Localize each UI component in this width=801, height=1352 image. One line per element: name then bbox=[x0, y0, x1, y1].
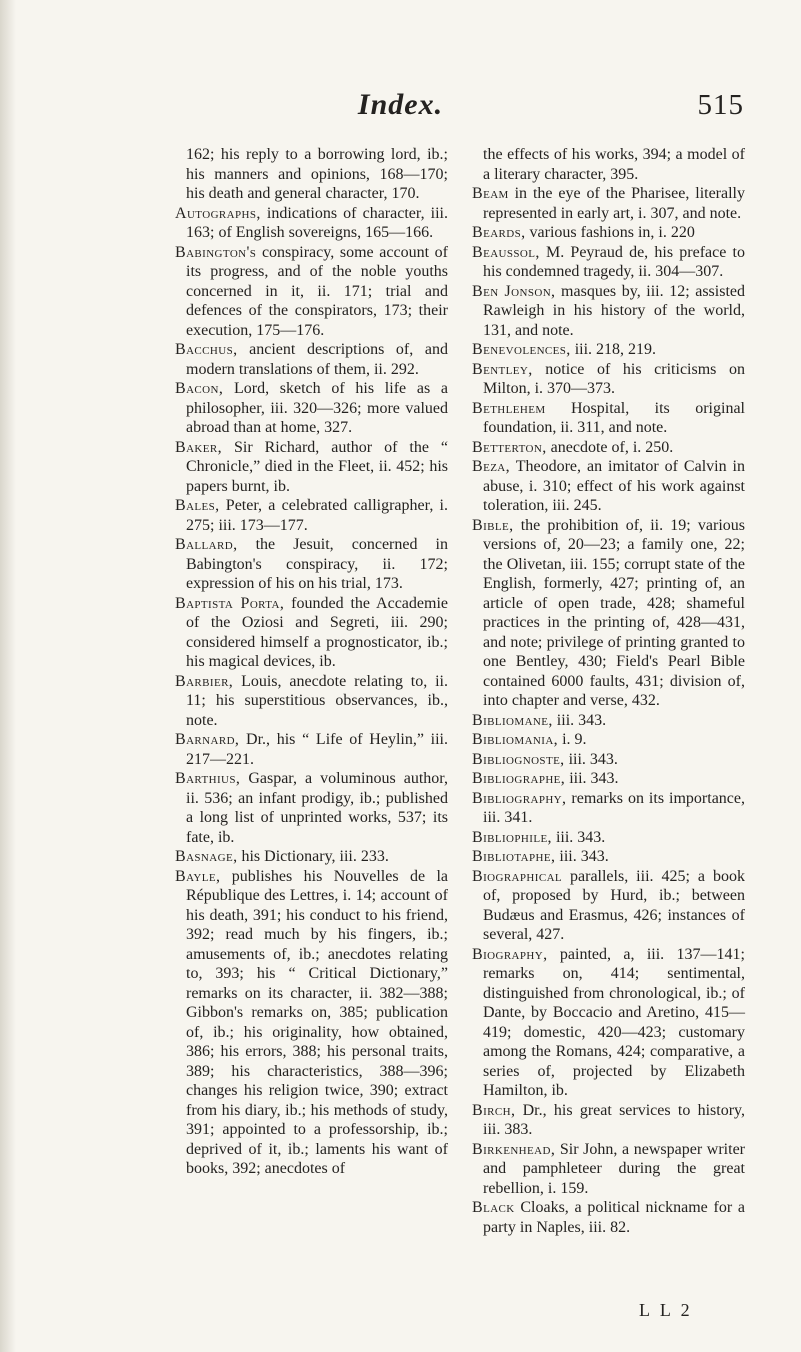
index-entry bbox=[472, 399, 745, 438]
index-entry bbox=[472, 457, 745, 516]
index-entry-heading: Birch, bbox=[472, 1101, 516, 1119]
index-entry-heading: Bentley, bbox=[472, 360, 533, 378]
index-entry-heading: Bales, bbox=[175, 497, 220, 514]
index-entry-text: ancient descriptions of, and modern translations of them, ii. 292. bbox=[186, 341, 448, 378]
index-entry-text: Hospital, its original foundation, ii. 311, and note. bbox=[483, 399, 745, 436]
index-column-right bbox=[472, 145, 745, 1237]
index-entry-text: iii. 343. bbox=[551, 828, 606, 846]
index-entry-heading: Ballard, bbox=[175, 536, 238, 553]
index-entry bbox=[472, 867, 745, 945]
index-entry bbox=[175, 496, 448, 535]
index-entry-text: M. Peyraud de, his preface to his condemned tragedy, ii. 304—307. bbox=[483, 243, 745, 280]
index-entry-heading: Baptista Porta, bbox=[175, 594, 285, 612]
index-entry-heading: Bethlehem bbox=[472, 399, 546, 417]
index-entry bbox=[175, 672, 448, 731]
index-entry-text: Dr., his great services to history, iii. 383. bbox=[483, 1101, 745, 1138]
index-entry bbox=[175, 243, 448, 341]
index-entry bbox=[175, 867, 448, 1179]
index-entry-text: the prohibition of, ii. 19; various versions of, 20—23; a family one, 22; the Olivetan, iii. 155; corrupt state of the English, formerly, 427; printing of, an article of open trade, 428; shameful practices in the printing of, 428—431, and note; privilege of printing granted to one Bentley, 430; Field's Pearl Bible contained 6000 faults, 431; division of, into chapter and verse, 432. bbox=[483, 516, 745, 709]
index-entry bbox=[472, 1101, 745, 1140]
index-entry bbox=[175, 379, 448, 438]
index-entry-heading: Bacchus, bbox=[175, 341, 238, 358]
index-entry bbox=[472, 282, 745, 341]
index-entry-text: Theodore, an imitator of Calvin in abuse, i. 310; effect of his work against toleration, iii. 245. bbox=[483, 458, 745, 514]
index-entry-heading: Bible, bbox=[472, 516, 514, 534]
index-entry-heading: Bibliognoste, bbox=[472, 750, 565, 768]
page-number: 515 bbox=[697, 89, 744, 121]
index-entry bbox=[472, 750, 745, 770]
index-entry-text: iii. 343. bbox=[564, 750, 618, 768]
page-edge-shadow bbox=[0, 0, 16, 1352]
index-entry-heading: Beam bbox=[472, 185, 509, 202]
index-entry-heading: Barnard, bbox=[175, 731, 240, 748]
index-entry-text: parallels, iii. 425; a book of, proposed by Hurd, ib.; between Budæus and Erasmus, 426; instances of several, 427. bbox=[483, 867, 745, 943]
index-entry bbox=[472, 945, 745, 1101]
index-entry-text: remarks on its importance, iii. 341. bbox=[483, 789, 745, 826]
index-entry-heading: Autographs, bbox=[175, 204, 261, 222]
index-entry-heading: Birkenhead, bbox=[472, 1140, 556, 1158]
index-entry bbox=[472, 847, 745, 867]
index-entry bbox=[175, 340, 448, 379]
index-entry-text: iii. 343. bbox=[565, 770, 619, 787]
index-entry-text: conspiracy, some account of its progress, and of the noble youths concerned in it, ii. 171; trial and defences of the conspirators, 173; their execution, 175—176. bbox=[186, 243, 448, 339]
index-entry-heading: Bibliography, bbox=[472, 789, 567, 807]
index-entry-heading: Beaussol, bbox=[472, 243, 540, 261]
index-entry-heading: Black bbox=[472, 1199, 515, 1216]
index-column-left bbox=[175, 145, 448, 1179]
index-entry-heading: Babington's bbox=[175, 243, 257, 261]
index-entry-text: anecdote of, i. 250. bbox=[546, 438, 674, 456]
index-entry bbox=[175, 769, 448, 847]
index-entry-text: iii. 218, 219. bbox=[570, 341, 657, 358]
index-entry-text: various fashions in, i. 220 bbox=[525, 224, 695, 241]
index-entry bbox=[472, 184, 745, 223]
index-entry bbox=[472, 769, 745, 789]
index-entry bbox=[175, 204, 448, 243]
index-entry-text: iii. 343. bbox=[552, 711, 607, 729]
index-entry bbox=[472, 1198, 745, 1237]
index-entry-heading: Baker, bbox=[175, 438, 223, 456]
index-entry-text: Peter, a celebrated calligrapher, i. 275; iii. 173—177. bbox=[186, 497, 448, 534]
index-entry-heading: Bibliomane, bbox=[472, 711, 553, 729]
index-entry-heading: Bibliotaphe, bbox=[472, 848, 556, 865]
index-entry bbox=[472, 145, 745, 184]
index-entry bbox=[472, 516, 745, 711]
index-entry-text: 162; his reply to a borrowing lord, ib.; his manners and opinions, 168—170; his death and general character, 170. bbox=[186, 146, 448, 202]
index-entry-heading: Benevolences, bbox=[472, 341, 571, 358]
index-entry-text: Louis, anecdote relating to, ii. 11; his superstitious observances, ib., note. bbox=[186, 672, 448, 729]
index-entry bbox=[175, 730, 448, 769]
index-entry-text: in the eye of the Pharisee, literally represented in early art, i. 307, and note. bbox=[483, 185, 745, 222]
index-entry-heading: Bayle, bbox=[175, 867, 221, 885]
index-entry bbox=[175, 145, 448, 204]
index-entry-text: indications of character, iii. 163; of English sovereigns, 165—166. bbox=[186, 204, 448, 241]
index-entry-text: Cloaks, a political nickname for a party in Naples, iii. 82. bbox=[483, 1199, 745, 1236]
index-entry bbox=[472, 360, 745, 399]
index-entry-text: publishes his Nouvelles de la République des Lettres, i. 14; account of his death, 391; his conduct to his friend, 392; read much by his fingers, ib.; amusements of, ib.; anecdotes relating to, 393; his “ Critical Dictionary,” remarks on its character, ii. 382—388; Gibbon's remarks on, 385; publication of, ib.; his originality, how obtained, 386; his errors, 388; his personal traits, 389; his characteristics, 388—396; changes his religion twice, 390; extract from his diary, ib.; his methods of study, 391; appointed to a professorship, ib.; deprived of it, ib.; laments his want of books, 392; anecdotes of bbox=[186, 867, 448, 1177]
index-entry-text: Sir John, a newspaper writer and pamphleteer during the great rebellion, i. 159. bbox=[483, 1140, 745, 1197]
index-entry bbox=[472, 438, 745, 458]
index-entry-heading: Beards, bbox=[472, 224, 526, 241]
index-entry bbox=[175, 594, 448, 672]
index-entry-text: the Jesuit, concerned in Babington's conspiracy, ii. 172; expression of his on his trial, 173. bbox=[186, 536, 448, 592]
index-entry bbox=[175, 535, 448, 594]
index-entry-text: i. 9. bbox=[558, 731, 587, 748]
index-entry-text: Lord, sketch of his life as a philosopher, iii. 320—326; more valued abroad than at home, 327. bbox=[186, 380, 448, 436]
index-entry-text: iii. 343. bbox=[555, 848, 609, 865]
index-entry-text: notice of his criticisms on Milton, i. 370—373. bbox=[483, 360, 745, 397]
index-entry-text: painted, a, iii. 137—141; remarks on, 414; sentimental, distinguished from chronological, ib.; of Dante, by Boccacio and Aretino, 415—419; domestic, 420—423; customary among the Romans, 424; comparative, a series of, projected by Elizabeth Hamilton, ib. bbox=[483, 945, 745, 1099]
index-entry-text: Dr., his “ Life of Heylin,” iii. 217—221. bbox=[186, 731, 448, 768]
index-entry bbox=[472, 730, 745, 750]
index-entry-heading: Bibliomania, bbox=[472, 731, 559, 748]
index-entry-heading: Bibliographe, bbox=[472, 770, 566, 787]
index-entry-heading: Basnage, bbox=[175, 848, 238, 865]
running-title: Index. bbox=[357, 88, 444, 121]
index-entry-heading: Biography, bbox=[472, 945, 548, 963]
index-entry bbox=[175, 438, 448, 497]
index-entry bbox=[472, 1140, 745, 1199]
signature-mark: L L 2 bbox=[639, 1300, 693, 1320]
index-entry-heading: Barbier, bbox=[175, 672, 234, 690]
index-entry-text: Sir Richard, author of the “ Chronicle,” died in the Fleet, ii. 452; his papers burnt, ib. bbox=[186, 438, 448, 495]
index-entry bbox=[472, 223, 745, 243]
page-header bbox=[0, 88, 801, 128]
index-entry-heading: Betterton, bbox=[472, 438, 547, 456]
index-entry-text: his Dictionary, iii. 233. bbox=[237, 848, 389, 865]
index-entry-text: the effects of his works, 394; a model of a literary character, 395. bbox=[483, 146, 745, 183]
index-entry bbox=[175, 847, 448, 867]
index-entry-text: founded the Accademie of the Oziosi and Segreti, iii. 290; considered himself a prognosticator, ib.; his magical devices, ib. bbox=[186, 594, 448, 670]
index-entry bbox=[472, 340, 745, 360]
index-entry-heading: Beza, bbox=[472, 458, 511, 475]
index-entry-text: Gaspar, a voluminous author, ii. 536; an infant prodigy, ib.; published a long list of unprinted works, 537; its fate, ib. bbox=[186, 770, 448, 846]
index-entry bbox=[472, 243, 745, 282]
index-entry-heading: Bibliophile, bbox=[472, 828, 552, 846]
index-entry-text: masques by, iii. 12; assisted Rawleigh in his history of the world, 131, and note. bbox=[483, 282, 745, 339]
index-entry bbox=[472, 828, 745, 848]
index-entry bbox=[472, 789, 745, 828]
index-entry-heading: Biographical bbox=[472, 867, 563, 885]
index-entry bbox=[472, 711, 745, 731]
index-entry-heading: Ben Jonson, bbox=[472, 282, 556, 300]
index-entry-heading: Barthius, bbox=[175, 770, 241, 787]
index-entry-heading: Bacon, bbox=[175, 380, 224, 397]
